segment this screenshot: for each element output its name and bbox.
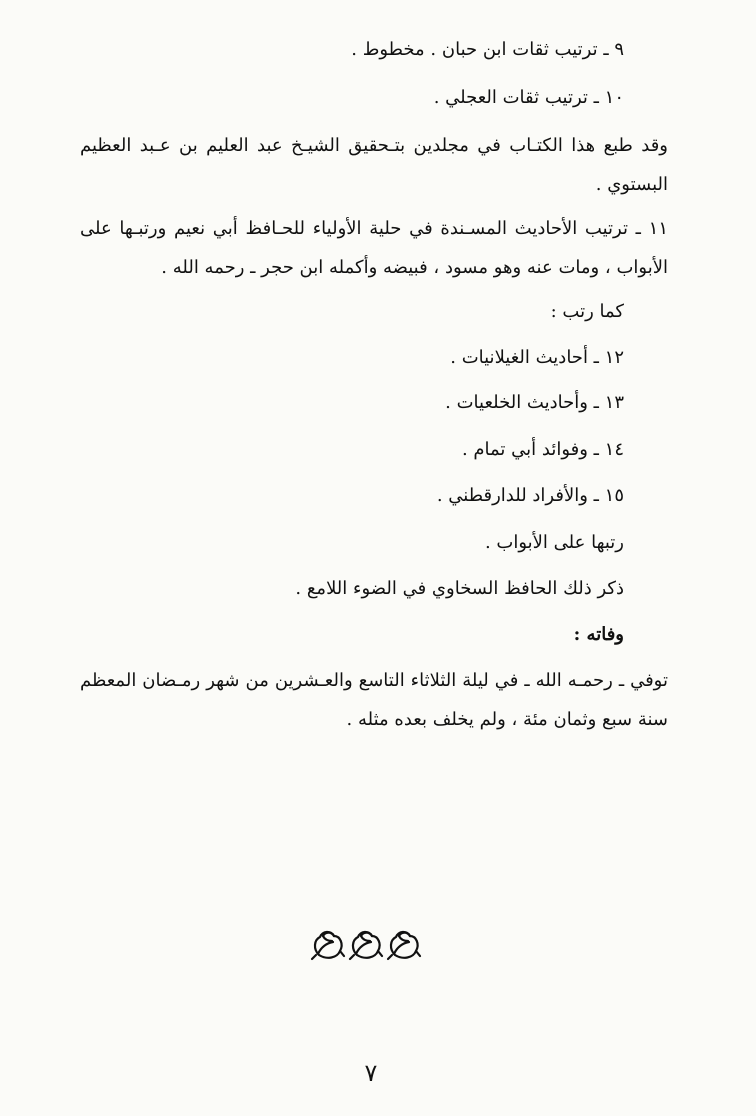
text-line-death-paragraph-end: سنة سبع وثمان مئة ، ولم يخلف بعده مثله . xyxy=(346,709,668,730)
text-line-item-15: ١٥ ـ والأفراد للدارقطني . xyxy=(436,485,624,506)
text-line-item-11-continued: الأبواب ، ومات عنه وهو مسود ، فبيضه وأكمله ابن حجر ـ رحمه الله . xyxy=(161,257,668,278)
text-line-arranged-by-chapters: رتبها على الأبواب . xyxy=(484,532,624,553)
text-line-item-14: ١٤ ـ وفوائد أبي تمام . xyxy=(461,439,624,460)
section-heading-death: وفاته : xyxy=(573,624,624,645)
text-line-item-13: ١٣ ـ وأحاديث الخلعيات . xyxy=(445,392,624,413)
text-line-paragraph-edition: وقد طبع هذا الكتـاب في مجلدين بتـحقيق الشيـخ عبد العليم بن عـبد العظيم xyxy=(80,135,668,156)
triple-flower-ornament-icon xyxy=(309,923,423,963)
text-line-item-12: ١٢ ـ أحاديث الغيلانيات . xyxy=(450,347,624,368)
text-line-item-11: ١١ ـ ترتيب الأحاديث المسـندة في حلية الأولياء للحـافظ أبي نعيم ورتبـها على xyxy=(80,218,668,239)
text-line-also-arranged: كما رتب : xyxy=(550,301,624,322)
text-line-death-paragraph: توفي ـ رحمـه الله ـ في ليلة الثلاثاء التاسع والعـشرين من شهر رمـضان المعظم xyxy=(80,670,668,691)
text-line-paragraph-edition-end: البستوي . xyxy=(595,174,668,195)
page-number: ٧ xyxy=(364,1059,378,1087)
text-line-item-9: ٩ ـ ترتيب ثقات ابن حبان . مخطوط . xyxy=(351,39,624,60)
text-line-item-10: ١٠ ـ ترتيب ثقات العجلي . xyxy=(433,87,624,108)
text-line-sakhawi-reference: ذكر ذلك الحافظ السخاوي في الضوء اللامع . xyxy=(295,578,624,599)
